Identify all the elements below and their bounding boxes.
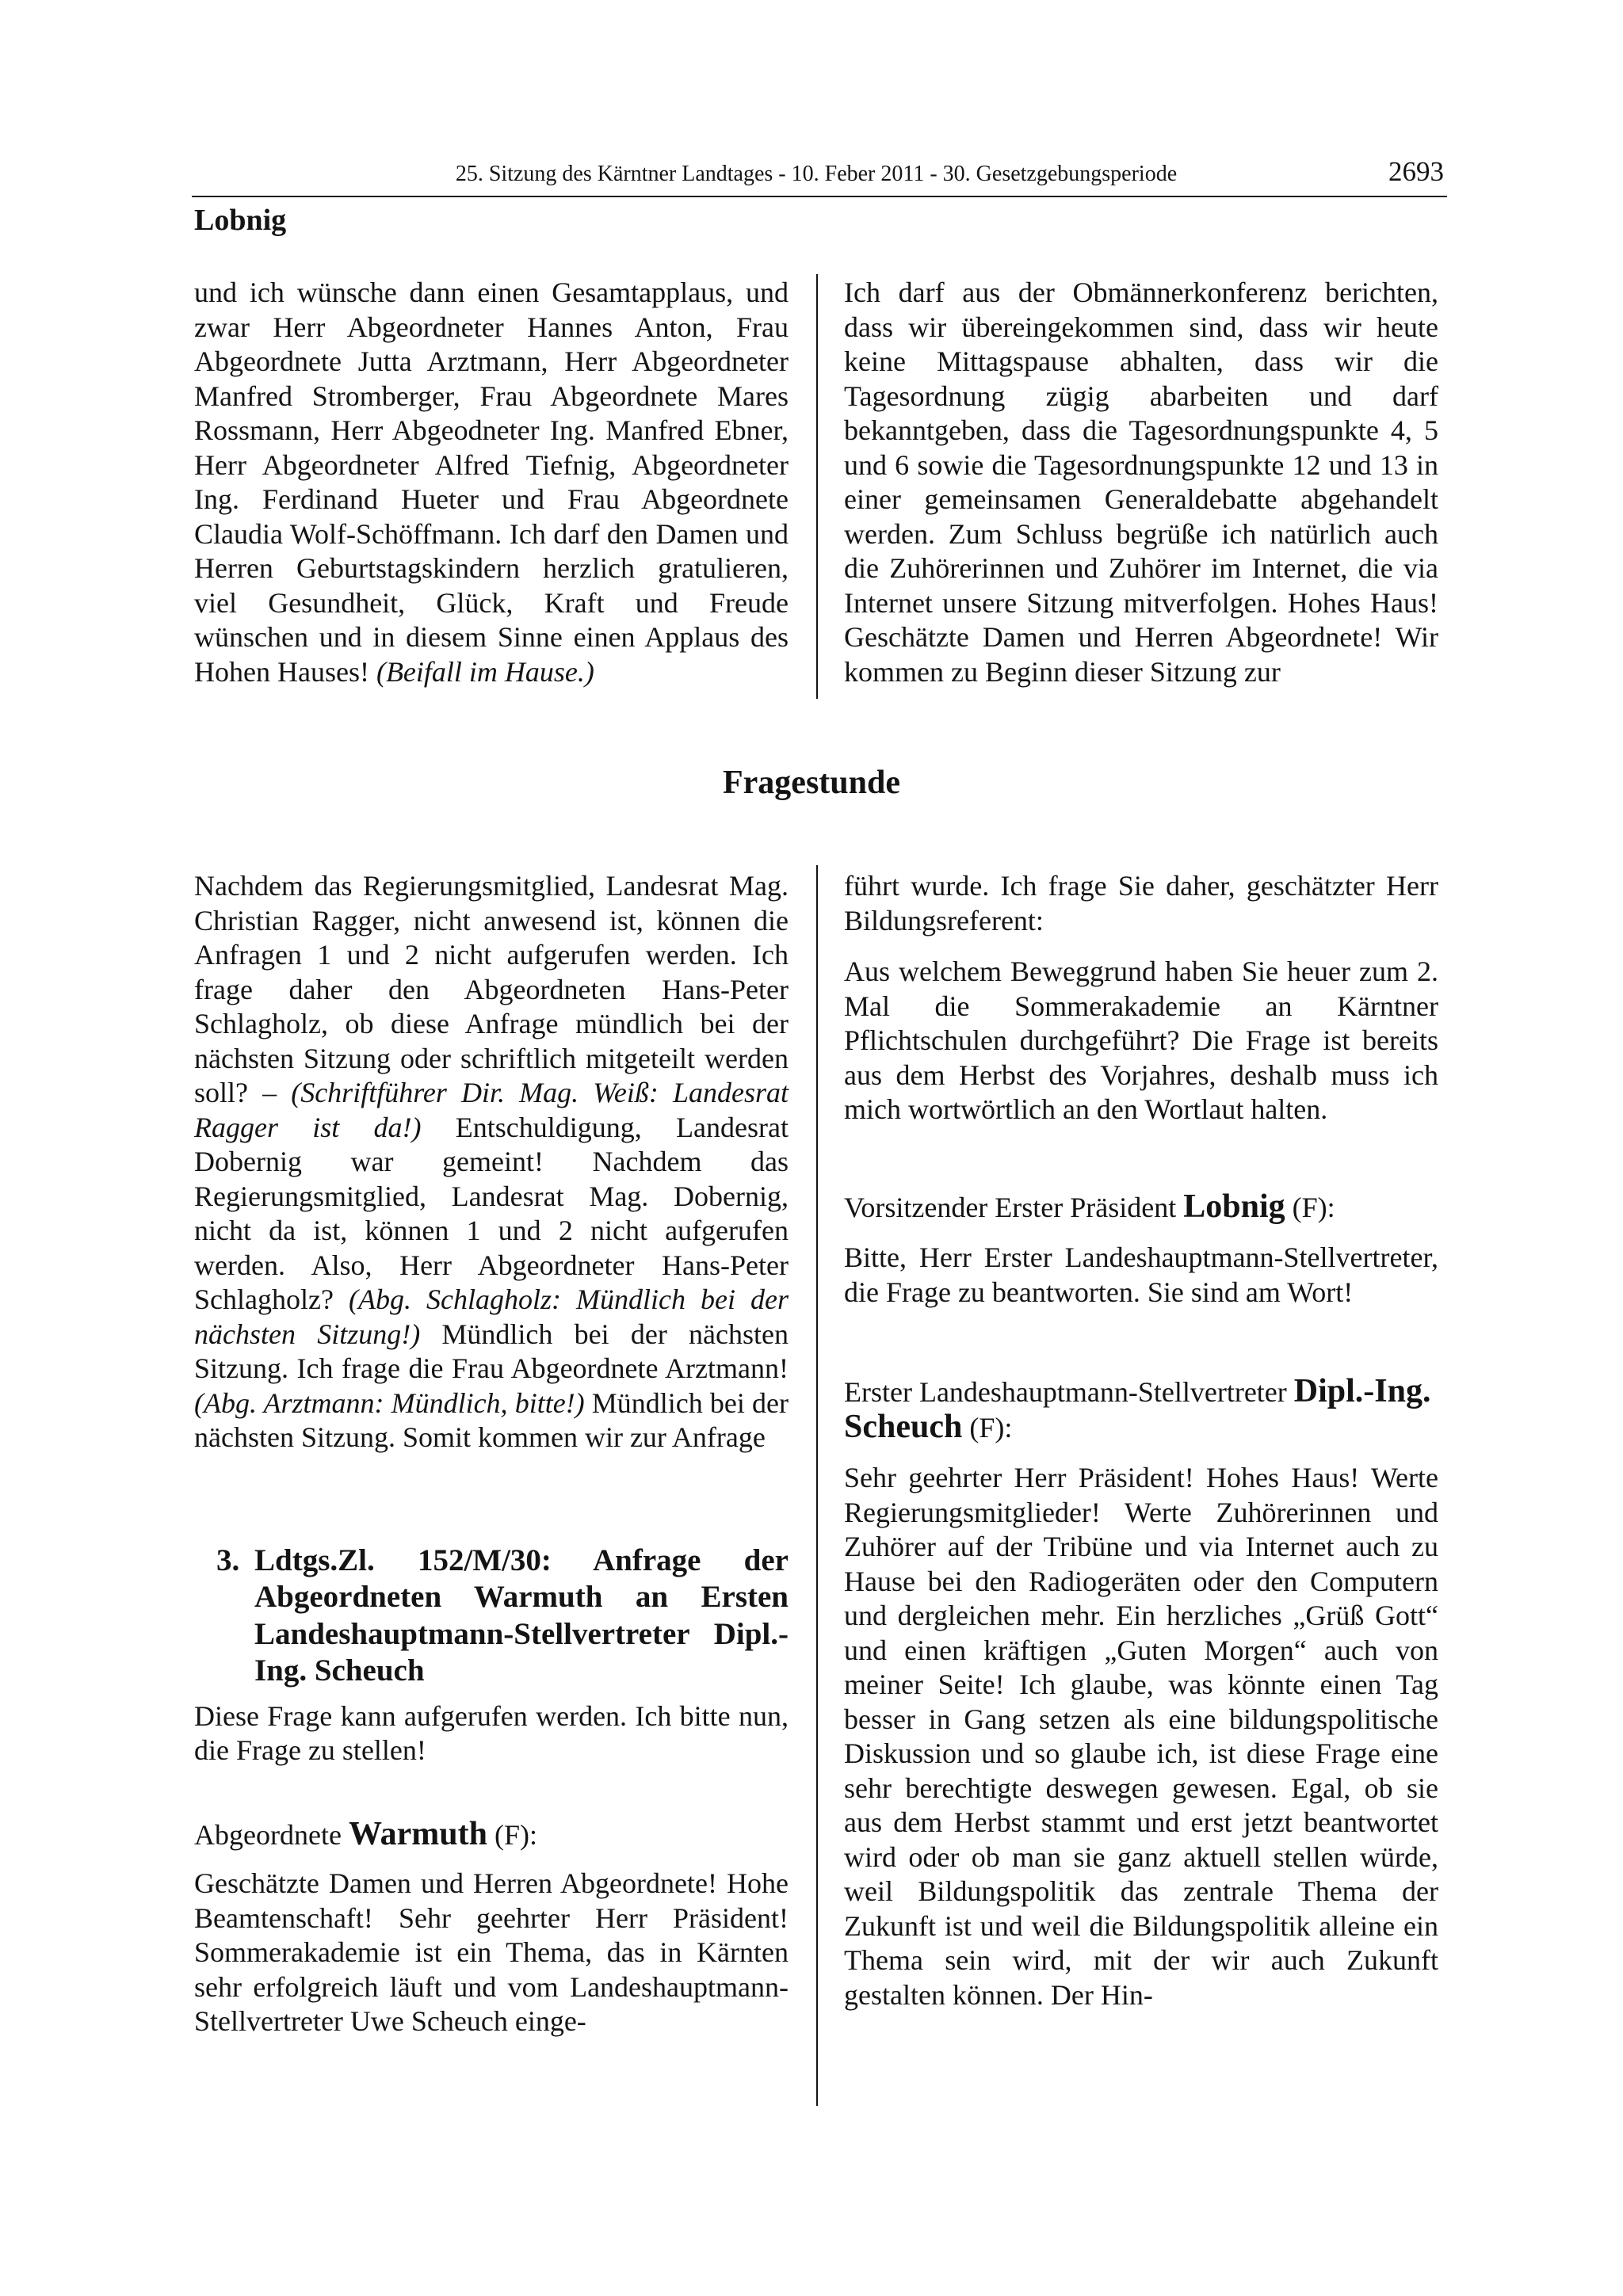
column-divider-top <box>816 274 818 699</box>
top-left-paragraph: und ich wünsche dann einen Gesamtapplaus, und zwar Herr Abgeordneter Hannes Anton, Frau Abgeordnete Jutta Arztmann, Herr Abgeordneter Manfred Stromberger, Frau Abgeordnete Mares Rossmann, Herr Abgeodneter Ing. Manfred Ebner, Herr Abgeordneter Alfred Tiefnig, Abgeordneter Ing. Ferdinand Hueter und Frau Abgeordnete Claudia Wolf-Schöffmann. Ich darf den Damen und Herren Geburtstagskindern herzlich gratulieren, viel Gesundheit, Glück, Kraft und Freude wünschen und in diesem Sinne einen Applaus des Hohen Hauses! (Beifall im Hause.) <box>194 277 789 688</box>
speaker-warmuth: Abgeordnete Warmuth (F): <box>194 1815 537 1852</box>
scheuch-speech: Sehr geehrter Herr Präsident! Hohes Haus! Werte Regierungsmitglieder! Werte Zuhörerinnen und Zuhörer auf der Tribüne und via Internet auch zu Hause bei den Radiogeräten oder den Computern und dergleichen mehr. Ein herzliches „Grüß Gott“ und einen kräftigen „Guten Morgen“ auch von meiner Seite! Ich glaube, was könnte einen Tag besser in Gang setzen als eine bildungspolitische Diskussion und so glaube ich, ist diese Frage eine sehr berechtigte deswegen gewesen. Egal, ob sie aus dem Herbst stammt und erst jetzt beantwortet wird oder ob man sie ganz aktuell stellen würde, weil Bildungspolitik das zentrale Thema der Zukunft ist und weil die Bildungspolitik alleine ein Thema sein wird, mit der wir auch Zukunft gestalten können. Der Hin- <box>844 1462 1438 2011</box>
section-heading: Fragestunde <box>723 765 900 801</box>
chair-handover-paragraph: Bitte, Herr Erster Landeshauptmann-Stellvertreter, die Frage zu beantworten. Sie sind am Wort! <box>844 1241 1438 1308</box>
running-head: Lobnig <box>194 204 287 237</box>
chair-call-paragraph: Diese Frage kann aufgerufen werden. Ich bitte nun, die Frage zu stellen! <box>194 1699 789 1766</box>
chair-paragraph: Nachdem das Regierungsmitglied, Landesrat Mag. Christian Ragger, nicht anwesend ist, können die Anfragen 1 und 2 nicht aufgerufen werden. Ich frage daher den Abgeordneten Hans-Peter Schlagholz, ob diese Anfrage mündlich bei der nächsten Sitzung oder schriftlich mitgeteilt werden soll? – (Schriftführer Dir. Mag. Weiß: Landesrat Ragger ist da!) Entschuldigung, Landesrat Dobernig war gemeint! Nachdem das Regierungsmitglied, Landesrat Mag. Dobernig, nicht da ist, können 1 und 2 nicht aufgerufen werden. Also, Herr Abgeordneter Hans-Peter Schlagholz? (Abg. Schlagholz: Mündlich bei der nächsten Sitzung!) Mündlich bei der nächsten Sitzung. Ich frage die Frau Abgeordnete Arztmann! (Abg. Arztmann: Mündlich, bitte!) Mündlich bei der nächsten Sitzung. Somit kommen wir zur Anfrage <box>194 870 789 1453</box>
page-number: 2693 <box>1388 156 1444 187</box>
warmuth-speech-continued: führt wurde. Ich frage Sie daher, geschätzter Herr Bildungsreferent: <box>844 870 1438 936</box>
top-right-paragraph: Ich darf aus der Obmännerkonferenz berichten, dass wir übereingekommen sind, dass wir heute keine Mittagspause abhalten, dass wir die Tagesordnung zügig abarbeiten und darf bekanntgeben, dass die Tagesordnungspunkte 4, 5 und 6 sowie die Tagesordnungspunkte 12 und 13 in einer gemeinsamen Generaldebatte abgehandelt werden. Zum Schluss begrüße ich natürlich auch die Zuhörerinnen und Zuhörer im Internet, die via Internet unsere Sitzung mitverfolgen. Hohes Haus! Geschätzte Damen und Herren Abgeordnete! Wir kommen zu Beginn dieser Sitzung zur <box>844 277 1438 688</box>
agenda-item <box>194 1543 789 1690</box>
question-paragraph: Aus welchem Beweggrund haben Sie heuer zum 2. Mal die Sommerakademie an Kärntner Pflichtschulen durchgeführt? Die Frage ist bereits aus dem Herbst des Vorjahres, deshalb muss ich mich wortwörtlich an den Wortlaut halten. <box>844 955 1438 1125</box>
column-divider-bottom <box>816 865 818 2106</box>
speaker-lobnig: Vorsitzender Erster Präsident Lobnig (F): <box>844 1188 1335 1225</box>
agenda-title: Ldtgs.Zl. 152/M/30: Anfrage der Abgeordneten Warmuth an Ersten Landeshauptmann-Stellvertreter Dipl.-Ing. Scheuch <box>254 1543 789 1688</box>
top-left-column <box>194 276 789 689</box>
agenda-number: 3. <box>216 1543 240 1577</box>
page-header-title: 25. Sitzung des Kärntner Landtages - 10. Feber 2011 - 30. Gesetzgebungsperiode <box>455 162 1178 186</box>
bottom-right-column <box>844 869 1438 2012</box>
warmuth-speech: Geschätzte Damen und Herren Abgeordnete! Hohe Beamtenschaft! Sehr geehrter Herr Präsident! Sommerakademie ist ein Thema, das in Kärnten sehr erfolgreich läuft und vom Landeshauptmann-Stellvertreter Uwe Scheuch einge- <box>194 1867 789 2037</box>
speaker-scheuch: Erster Landeshauptmann-Stellvertreter Dipl.-Ing. Scheuch (F): <box>844 1373 1431 1445</box>
applause-note: (Beifall im Hause.) <box>376 655 594 688</box>
header-rule <box>192 196 1447 197</box>
top-right-column <box>844 276 1438 689</box>
bottom-left-column <box>194 869 789 2039</box>
